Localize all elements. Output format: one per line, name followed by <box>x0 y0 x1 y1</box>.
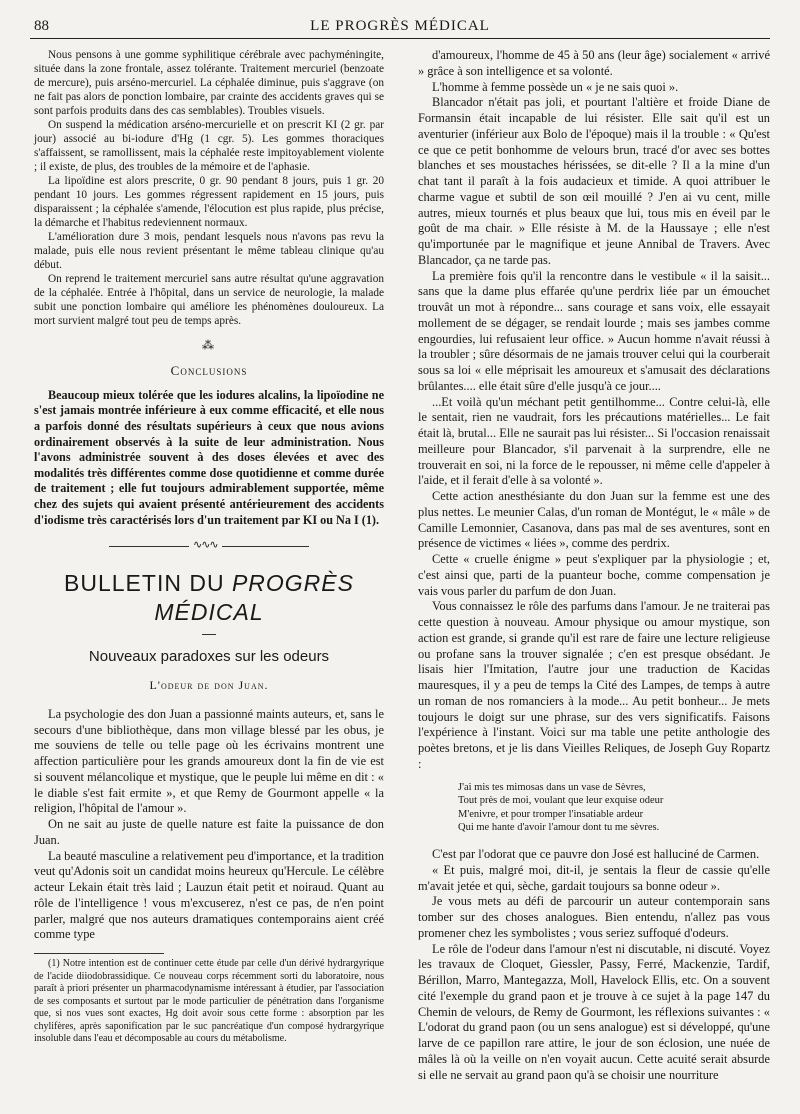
conclusions-heading: Conclusions <box>170 363 248 379</box>
article-paragraph: Blancador n'était pas joli, et pourtant l'altière et froide Diane de Formansin était incapable de lui résister. Elle sait qu'il est un aventurier (inférieur aux Bolo de l'époque) mais il la trouble : « Qu'est ce que ce petit bonhomme de velours brun, tracé d'or avec ses bottes blanches et ses moustaches hérissées, se dit-elle ? Il a la mine d'un chat tant il paraît à la fois audacieux et timide. A quoi attribuer le charme vague et subtil de son œil mouillé ? J'en ai vu cent, mille autres, mieux tournés et plus beaux que lui, tous mis en éveil par le goût de ma chair. » Elle résiste à M. de la Haussaye ; elle n'est qu'importunée par le magnifique et jeune Annibal de Travers. Avec Blancador, ça ne tarde pas. <box>418 95 770 267</box>
running-title: LE PROGRÈS MÉDICAL <box>310 18 490 34</box>
case-paragraph: La lipoïdine est alors prescrite, 0 gr. 90 pendant 8 jours, puis 1 gr. 20 pendant 10 jours. Les gommes régressent rapidement en 15 jours, puis disparaissent ; la céphalée s'amende, l'élocution est plus rapide, plus précise, la démarche et l'habitus redeviennent normaux. <box>34 175 384 229</box>
poem-line: M'enivre, et pour tromper l'insatiable ardeur <box>458 808 644 820</box>
bulletin-journal-name: PROGRÈS MÉDICAL <box>154 570 354 626</box>
bulletin-heading <box>34 569 384 627</box>
article-subtitle: L'odeur de don Juan. <box>149 677 269 692</box>
article-title: Nouveaux paradoxes sur les odeurs <box>88 647 330 665</box>
case-report <box>34 48 384 328</box>
article-paragraph: d'amoureux, l'homme de 45 à 50 ans (leur âge) socialement « arrivé » grâce à son intelligence et sa volonté. <box>418 48 770 78</box>
left-column <box>34 48 384 1046</box>
footnote: (1) Notre intention est de continuer cette étude par celle d'un dérivé hydrargyrique de l'acide diiodobrassidique. Ce nouveau corps récemment sorti du laboratoire, nous paraît à priori présenter un pharmacodynamisme intéressant à étudier, par l'association de ses composants et surtout par le mode particulier de pénétration dans l'organisme que, si nos vues sont exactes, Hg doit avoir sous cette forme : absorption par les chylifères, après saponification par le suc pancréatique d'un composé hydrargyrique insoluble dans l'eau et décomposable au cours du métabolisme. <box>34 958 384 1045</box>
footnote-rule <box>34 953 164 954</box>
short-rule <box>202 634 216 635</box>
article-paragraph: L'homme à femme possède un « je ne sais quoi ». <box>432 79 679 94</box>
article-paragraph: ...Et voilà qu'un méchant petit gentilhomme... Contre celui-là, elle le sentait, rien ne vaudrait, fors les précautions matérielles... Le fait était là, brutal... Elle ne saurait pas lui résister... Si l'occasion renaissait meilleure pour Blancador, s'il parvenait à la surprendre, elle ne trouverait en soi, ni la force de le repousser, ni même celle d'appeler à l'aide, et il ferait d'elle à sa volonté ». <box>418 394 770 488</box>
article-paragraph: Je vous mets au défi de parcourir un auteur contemporain sans tomber sur des choses analogues. Bien entendu, n'allez pas vous promener chez les symbolistes ; vous seriez suffoqué d'odeurs. <box>418 894 770 940</box>
article-paragraph: C'est par l'odorat que ce pauvre don José est halluciné de Carmen. <box>432 847 760 862</box>
poem-line: Tout près de moi, voulant que leur exquise odeur <box>458 795 664 807</box>
ornamental-rule: ∿∿∿ <box>109 546 309 551</box>
poem-quote <box>458 781 770 836</box>
article-paragraph: Le rôle de l'odeur dans l'amour n'est ni discutable, ni discuté. Voyez les travaux de Cloquet, Giessler, Passy, Ferré, Mackenzie, Tardif, Bérillon, Marro, Mantegazza, Moll, Havelock Ellis, etc. On a souvent cité l'exemple du grand paon et je trouve à ce sujet à la page 147 du Chemin de velours, de Remy de Gourmont, les réflexions suivantes : « L'odorat du grand paon (ou un sens analogue) est si développé, qu'une larve de ce papillon rare attire, le jour de son éclosion, une nuée de mâles là où la veille on n'en voyait aucun. Cette acuité serait absurde si elle ne servait au grand paon qu'à se choisir une nourriture <box>418 941 770 1082</box>
conclusion-paragraph: Beaucoup mieux tolérée que les iodures alcalins, la lipoïodine ne s'est jamais montrée inférieure à eux comme efficacité, et elle nous a parfois donné des résultats supérieurs à ceux que nous avions ordinairement observés à la suite de leur administration. Nous l'avons administrée souvent à des doses élevées et avec des modalités très différentes comme dose quotidienne et comme durée de traitement ; elle fut toujours admirablement supportée, même chez des sujets qui avaient présenté antérieurement des accidents d'iodisme très caractérisés lors d'un traitement par KI ou Na I (1). <box>34 387 384 527</box>
case-paragraph: On suspend la médication arséno-mercurielle et on prescrit KI (2 gr. par jour) associé au bi-iodure d'Hg (1 cgr. 5). Les gommes thoraciques s'affaissent, se ramollissent, mais la céphalée reste impitoyablement violente ; il existe, de plus, des troubles de la mémoire et de l'aphasie. <box>34 119 384 173</box>
article-paragraph: La psychologie des don Juan a passionné maints auteurs, et, sans le secours d'une bibliothèque, dans mon village blessé par les obus, je me souviens de telle ou telle page où les écrivains montrent une affection particulière pour les grands amoureux dont la fin de vie est si souvent mélancolique et mystique, que le peuple lui même en dit : « le diable s'est fait ermite », et que Remy de Gourmont appelle « la religion, l'hôpital de l'amour ». <box>34 706 384 816</box>
page-number: 88 <box>34 18 49 34</box>
article-paragraph: Cette « cruelle énigme » peut s'expliquer par la physiologie ; et, c'est ainsi que, parti de la puanteur boche, comme compensation je vais vous parler du parfum de don Juan. <box>418 552 770 598</box>
case-paragraph: Nous pensons à une gomme syphilitique cérébrale avec pachyméningite, située dans la zone frontale, assez tolérante. Traitement mercuriel (benzoate de mercure), puis arséno-mercuriel. La céphalée diminue, puis s'aggrave (on ne fait pas alors de ponction lombaire, par crainte des accidents graves qui se sont parfois produits dans des cas semblables). Troubles visuels. <box>34 49 384 117</box>
page-header <box>30 12 770 39</box>
bulletin-prefix: BULLETIN DU <box>64 570 232 597</box>
article-paragraph: Vous connaissez le rôle des parfums dans l'amour. Je ne traiterai pas cette question à nouveau. Amour physique ou amour mystique, son action est grande, si grande qu'il est rare de faire une lecture religieuse ou profane sans la trouver signalée ; c'en est presque obsédant. Je lisais hier l'Imitation, l'autre jour une traduction de Kacidas mauresques, il y a peu de temps la Cité des Lampes, de temps à autre un roman de nos romanciers à la mode... Au petit bonheur... Je mets toujours le doigt sur une phrase, sur des vers significatifs. Faisons l'expérience à l'instant. Voici sur ma table une petite anthologie des poètes bretons, et je lis dans Vieilles Reliques, de Joseph Guy Ropartz : <box>418 599 770 771</box>
poem-line: Qui me hante d'avoir l'amour dont tu me sèvres. <box>458 822 660 834</box>
article-paragraph: La beauté masculine a relativement peu d'importance, et la tradition veut qu'Adonis soit un candidat moins heureux qu'Hercule. Le célèbre acteur Lekain était très laid ; Lauzun était petit et noiraud. Quant au rôle de l'intelligence ! vous m'excuserez, n'est ce pas, de n'en point parler, malgré que nos auteurs dramatiques contemporains aient créé comme type <box>34 848 384 942</box>
article-paragraph: Cette action anesthésiante du don Juan sur la femme est une des plus nettes. Le meunier Calas, d'un roman de Montégut, le « mâle » de Camille Lemonnier, Casanova, dans pas mal de ses aventures, sont en présence de victimes « liées », comme des perdrix. <box>418 489 770 551</box>
asterism-divider: ⁂ <box>202 338 216 352</box>
article-paragraph: La première fois qu'il la rencontre dans le vestibule « il la saisit... sans que la dame plus effarée qu'une perdrix liée par un émouchet trouvât un mot à répondre... sans courage et sans voix, elle essayait mollement de se dégager, se rendait lourde ; mais ses jambes comme engourdies, lui refusaient leur office. » Aucun homme n'avait réussi à la troubler ; sûre désormais de ne jamais trouver celui qui la courberait sous sa loi « elle méprisait les amoureux et s'amusait des déclarations brûlantes.... elle était sûre d'elle jusqu'à ce jour.... <box>418 268 770 393</box>
right-column <box>418 48 770 1083</box>
article-paragraph: « Et puis, malgré moi, dit-il, je sentais la fleur de cassie qu'elle m'avait jetée et qui, sèche, gardait toujours sa bonne odeur ». <box>418 862 770 893</box>
article-paragraph: On ne sait au juste de quelle nature est faite la puissance de don Juan. <box>34 817 384 847</box>
case-paragraph: On reprend le traitement mercuriel sans autre résultat qu'une aggravation de la céphalée. Entrée à l'hôpital, dans un service de neurologie, la malade subit une ponction lombaire qui améliore les phénomènes douloureux. La mort survient malgré tout peu de temps après. <box>34 273 384 327</box>
case-paragraph: L'amélioration dure 3 mois, pendant lesquels nous n'avons pas revu la malade, puis elle nous revient présentant le même tableau clinique qu'au début. <box>34 231 384 271</box>
poem-line: J'ai mis tes mimosas dans un vase de Sèvres, <box>458 781 646 793</box>
